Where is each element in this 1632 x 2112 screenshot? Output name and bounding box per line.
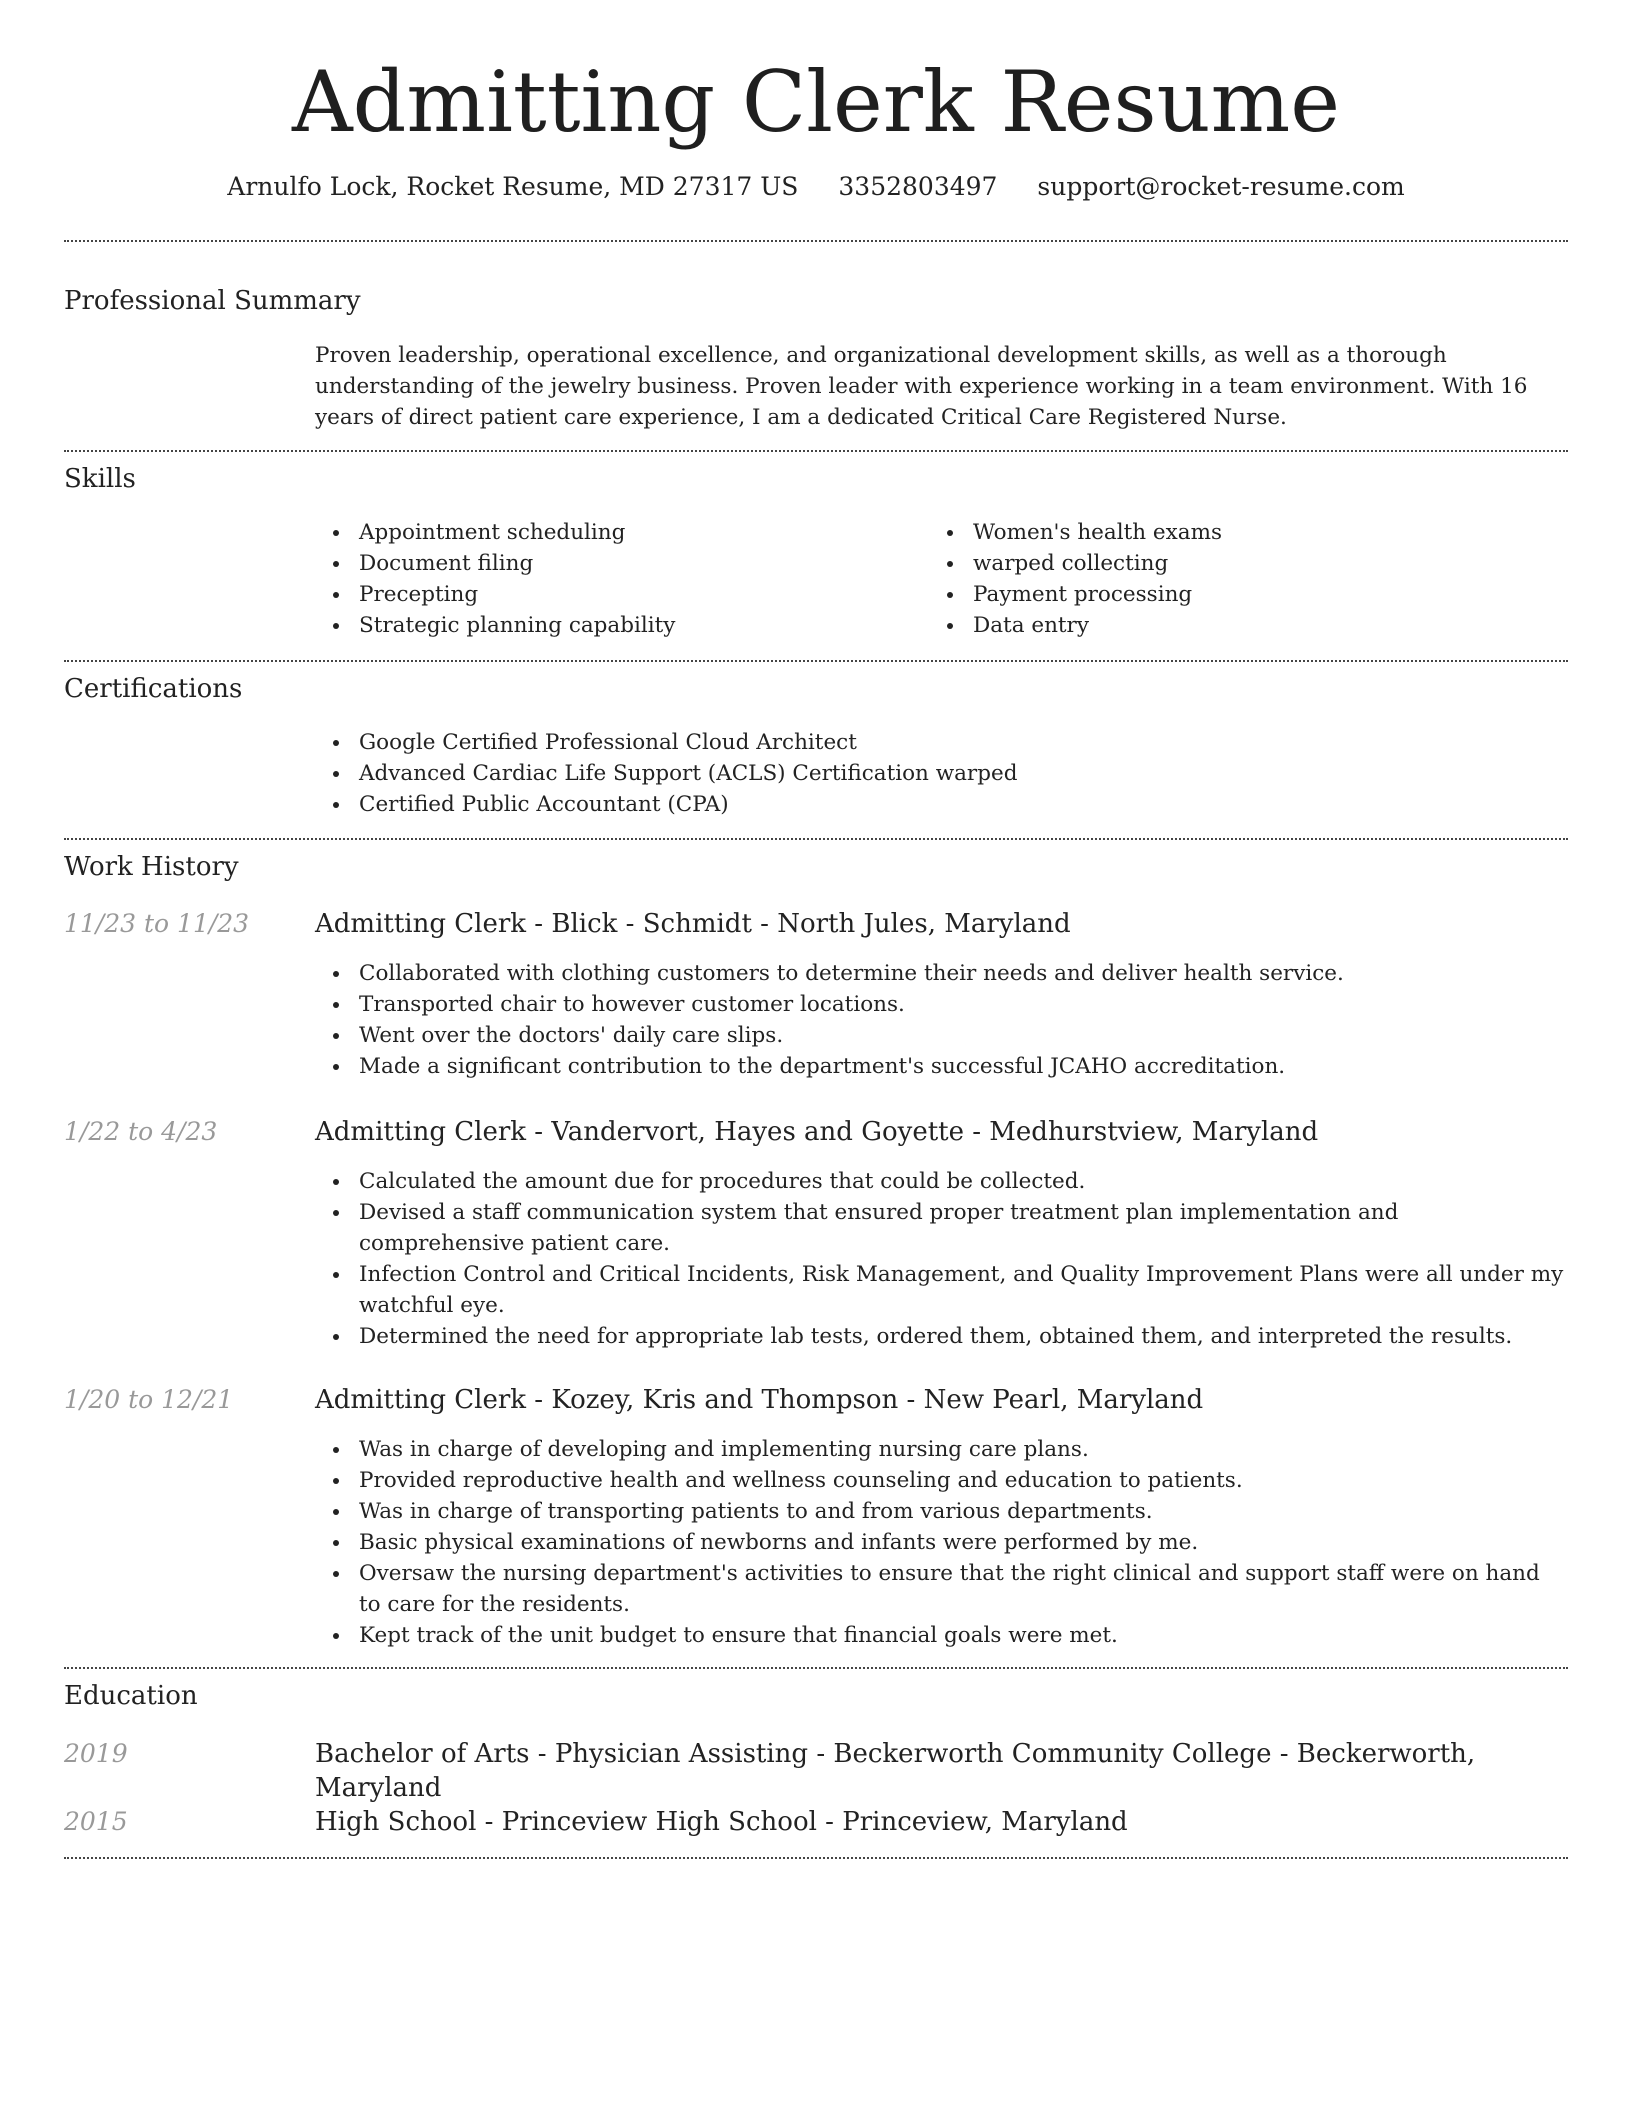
job-dates: 1/22 to 4/23: [64, 1117, 218, 1146]
job-dates: 1/20 to 12/21: [64, 1385, 234, 1414]
skill-item: Data entry: [973, 610, 1529, 641]
job-bullet: Provided reproductive health and wellness counseling and education to patients.: [359, 1465, 1568, 1496]
job-dates: 11/23 to 11/23: [64, 909, 250, 938]
section-divider: [64, 1667, 1568, 1669]
job-bullet: Was in charge of transporting patients to and from various departments.: [359, 1496, 1568, 1527]
section-divider: [64, 838, 1568, 840]
education-entry: Bachelor of Arts - Physician Assisting - Beckerworth Community College - Beckerworth, Maryland: [315, 1739, 1476, 1803]
certification-item: Certified Public Accountant (CPA): [359, 789, 1568, 820]
job-bullet: Made a significant contribution to the department's successful JCAHO accreditation.: [359, 1051, 1568, 1082]
contact-address: Arnulfo Lock, Rocket Resume, MD 27317 US: [227, 172, 799, 201]
section-divider: [64, 240, 1568, 242]
job-bullet: Transported chair to however customer locations.: [359, 989, 1568, 1020]
job-title: Admitting Clerk - Blick - Schmidt - North Jules, Maryland: [315, 909, 1071, 939]
section-divider: [64, 1857, 1568, 1859]
skill-item: Appointment scheduling: [359, 517, 915, 548]
job-bullet: Calculated the amount due for procedures that could be collected.: [359, 1166, 1568, 1197]
skill-item: Strategic planning capability: [359, 610, 915, 641]
job-bullet: Basic physical examinations of newborns and infants were performed by me.: [359, 1527, 1568, 1558]
job-bullet: Devised a staff communication system that ensured proper treatment plan implementation and comprehensive patient care.: [359, 1197, 1568, 1259]
skills-heading: Skills: [64, 464, 136, 494]
summary-heading: Professional Summary: [64, 286, 361, 316]
contact-phone: 3352803497: [838, 172, 998, 201]
education-year: 2015: [64, 1807, 128, 1836]
skills-left-column: [315, 517, 915, 641]
job-bullet: Oversaw the nursing department's activities to ensure that the right clinical and support staff were on hand to care for the residents.: [359, 1558, 1568, 1620]
certifications-heading: Certifications: [64, 674, 243, 704]
certification-item: Google Certified Professional Cloud Architect: [359, 727, 1568, 758]
certifications-section: [315, 727, 1568, 820]
education-heading: Education: [64, 1681, 198, 1711]
section-divider: [64, 450, 1568, 452]
skill-item: Precepting: [359, 579, 915, 610]
contact-line: [0, 170, 1632, 204]
job-title: Admitting Clerk - Vandervort, Hayes and Goyette - Medhurstview, Maryland: [315, 1117, 1319, 1147]
job-title: Admitting Clerk - Kozey, Kris and Thompson - New Pearl, Maryland: [315, 1385, 1204, 1415]
skill-item: Document filing: [359, 548, 915, 579]
resume-title: Admitting Clerk Resume: [291, 53, 1341, 151]
job-bullets: [315, 1434, 1568, 1651]
job-bullets: [315, 1166, 1568, 1352]
skill-item: Payment processing: [973, 579, 1529, 610]
summary-text: Proven leadership, operational excellence, and organizational development skills, as well as a thorough understanding of the jewelry business. Proven leader with experience working in a team environment. With 16 years of direct patient care experience, I am a dedicated Critical Care Registered Nurse.: [315, 343, 1528, 430]
summary-section: [315, 340, 1568, 433]
skill-item: Women's health exams: [973, 517, 1529, 548]
job-bullet: Infection Control and Critical Incidents, Risk Management, and Quality Improvement Plans were all under my watchful eye.: [359, 1259, 1568, 1321]
job-bullet: Went over the doctors' daily care slips.: [359, 1020, 1568, 1051]
job-bullets: [315, 958, 1568, 1082]
education-entry: High School - Princeview High School - Princeview, Maryland: [315, 1807, 1128, 1837]
education-year: 2019: [64, 1739, 128, 1768]
job-bullet: Determined the need for appropriate lab tests, ordered them, obtained them, and interpreted the results.: [359, 1321, 1568, 1352]
skills-right-column: [929, 517, 1529, 641]
work-history-heading: Work History: [64, 852, 239, 882]
certification-item: Advanced Cardiac Life Support (ACLS) Certification warped: [359, 758, 1568, 789]
job-bullet: Kept track of the unit budget to ensure that financial goals were met.: [359, 1620, 1568, 1651]
skill-item: warped collecting: [973, 548, 1529, 579]
job-bullet: Was in charge of developing and implementing nursing care plans.: [359, 1434, 1568, 1465]
job-bullet: Collaborated with clothing customers to determine their needs and deliver health service.: [359, 958, 1568, 989]
contact-email: support@rocket-resume.com: [1037, 172, 1405, 201]
section-divider: [64, 660, 1568, 662]
